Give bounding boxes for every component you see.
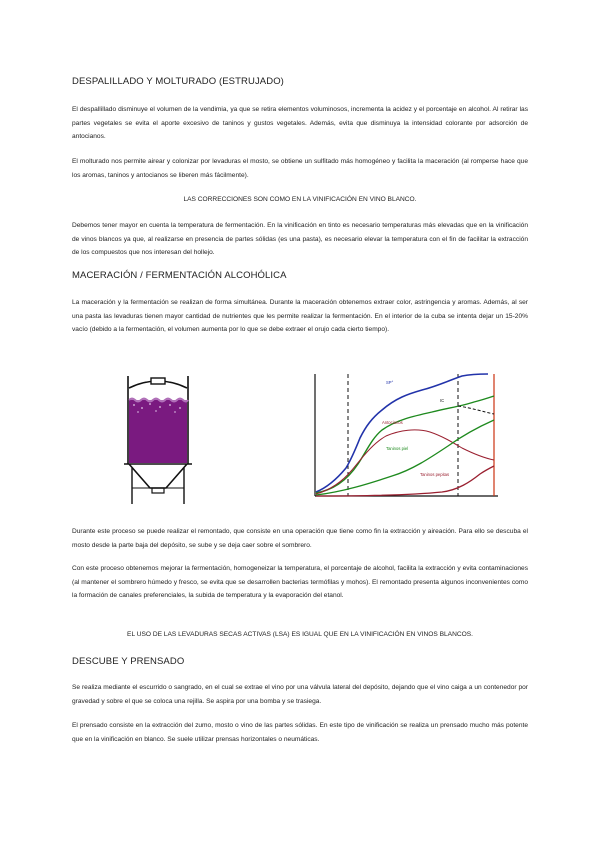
- paragraph-ventajas: Con este proceso obtenemos mejorar la fermentación, homogeneizar la temperatura, el porcentaje de alcohol, facilita la extracción y evita contaminaciones (al mantener el sombrero húmedo y fresco, se evita que se desarrollen bacterias termófilas y mohos). El remontado presenta algunos inconvenientes como la formación de canales preferenciales, la subida de temperatura y la evaporación del etanol.: [72, 565, 528, 599]
- paragraph-temperatura: Debemos tener mayor en cuenta la temperatura de fermentación. En la vinificación en tinto es necesario temperaturas más elevadas que en la vinificación de vinos blancos ya que, al realizarse en presencia de partes sólidas (es una pasta), es necesario elevar la temperatura con el fin de facilitar la extracción de los compuestos que nos interesan del hollejo.: [72, 222, 528, 256]
- label-taninos-pepitas: Taninos pepitas: [420, 472, 450, 477]
- series-ic-curve: [316, 396, 494, 493]
- label-ic: IC: [440, 398, 445, 403]
- maceration-curves-chart: [312, 372, 502, 500]
- label-taninos-piel: Taninos piel: [386, 446, 409, 451]
- must-fill: [129, 400, 187, 463]
- label-sp: SP°: [386, 380, 394, 385]
- series-taninos-piel-curve: [316, 420, 494, 495]
- heading-descube: DESCUBE Y PRENSADO: [72, 656, 185, 667]
- paragraph-remontado: Durante este proceso se puede realizar el remontado, que consiste en una operación que tiene como fin la extracción y aireación. Para ello se descuba el mosto desde la parte baja del depósito, se sube y se deja caer sobre el sombrero.: [72, 528, 528, 549]
- paragraph-descube: Se realiza mediante el escurrido o sangrado, en el cual se extrae el vino por una válvula lateral del depósito, dejando que el vino caiga a un contenedor por gravedad y sobre el que se coloca una rejilla. Se aspira por una bomba y se trasiega.: [72, 684, 528, 705]
- label-antocianos: Antocianos: [382, 420, 403, 425]
- heading-maceracion: MACERACIÓN / FERMENTACIÓN ALCOHÓLICA: [72, 270, 287, 281]
- series-sp-curve: [316, 374, 488, 492]
- fermentation-tank-illustration: [120, 370, 196, 508]
- paragraph-molturado: El molturado nos permite airear y colonizar por levaduras el mosto, se obtiene un sulfitado más homogéneo y facilita la maceración (al romperse hace que los aromas, taninos y antocianos se liberen más fácilmente).: [72, 158, 528, 179]
- note-correcciones: LAS CORRECCIONES SON COMO EN LA VINIFICACIÓN EN VINO BLANCO.: [183, 196, 417, 203]
- note-lsa: EL USO DE LAS LEVADURAS SECAS ACTIVAS (LSA) ES IGUAL QUE EN LA VINIFICACIÓN EN VINOS BLANCOS.: [127, 631, 473, 638]
- paragraph-maceracion: La maceración y la fermentación se realizan de forma simultánea. Durante la maceración obtenemos extraer color, astringencia y aromas. Además, al ser una pasta las levaduras tienen mayor cantidad de nutrientes que les permite realizar la fermentación. En el interior de la cuba se intenta dejar un 15-20% vacío (debido a la fermentación, el volumen aumenta por lo que se debe extraer el orujo cada cierto tiempo).: [72, 299, 528, 333]
- paragraph-despalillado: El despallillado disminuye el volumen de la vendimia, ya que se retira elementos voluminosos, incrementa la acidez y el porcentaje en alcohol. Al retirar las partes vegetales se evita el aporte excesivo de taninos y gustos vegetales. Además, evita que disminuya la intensidad colorante por adsorción de antocianos.: [72, 106, 528, 140]
- series-ic-dashed: [458, 406, 494, 414]
- paragraph-prensado: El prensado consiste en la extracción del zumo, mosto o vino de las partes sólidas. En este tipo de vinificación se realiza un prensado mucho más potente que en la vinificación en blanco. Se suele utilizar prensas horizontales o neumáticas.: [72, 722, 528, 743]
- series-antocianos-curve: [316, 430, 494, 494]
- heading-despalillado: DESPALILLADO Y MOLTURADO (ESTRUJADO): [72, 76, 284, 87]
